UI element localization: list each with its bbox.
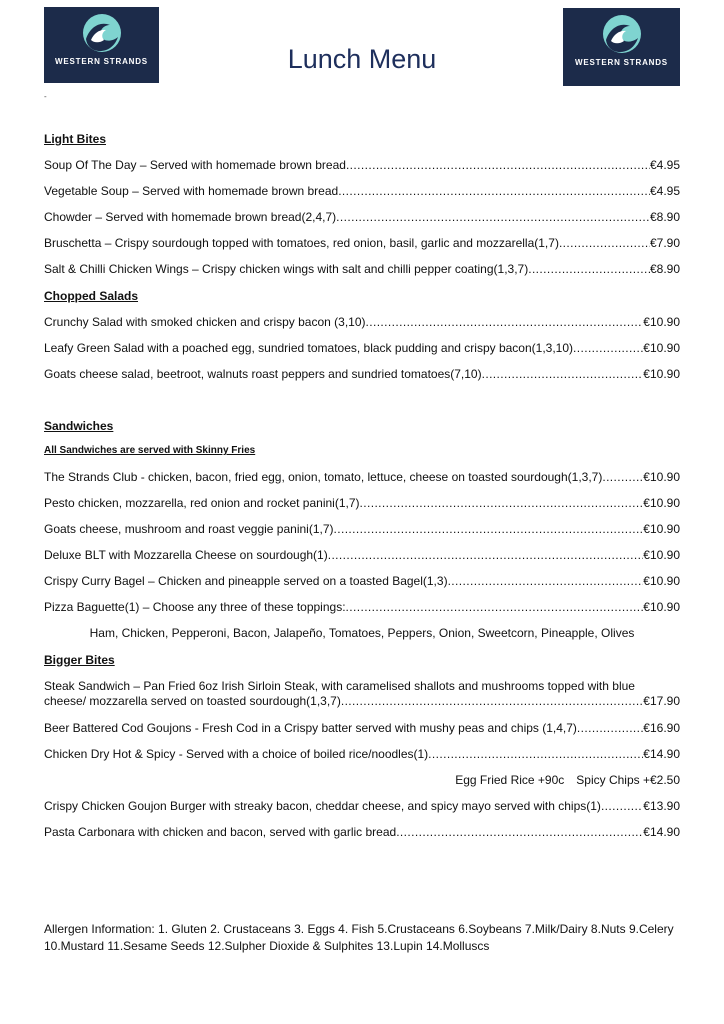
menu-item <box>44 747 680 762</box>
side-extras <box>44 773 680 787</box>
item-price: €8.90 <box>649 262 680 276</box>
menu-item <box>44 548 680 563</box>
extra-rice: Egg Fried Rice +90c <box>455 773 565 787</box>
item-price: €10.90 <box>643 574 680 588</box>
leader-dots <box>396 825 643 840</box>
item-price: €10.90 <box>643 522 680 536</box>
menu-item <box>44 799 680 814</box>
item-name: Chowder – Served with homemade brown bread(2,4,7) <box>44 210 337 224</box>
leader-dots <box>528 262 650 277</box>
leader-dots <box>577 721 643 736</box>
menu-item <box>44 315 680 330</box>
menu-item <box>44 574 680 589</box>
item-name: Leafy Green Salad with a poached egg, sundried tomatoes, black pudding and crispy bacon(1,3,10) <box>44 341 574 355</box>
item-name: Steak Sandwich – Pan Fried 6oz Irish Sirloin Steak, with caramelised shallots and mushrooms topped with blue <box>44 679 635 693</box>
leader-dots <box>346 158 650 173</box>
leader-dots <box>601 799 643 814</box>
item-price: €7.90 <box>649 236 680 250</box>
page-title: Lunch Menu <box>287 44 437 74</box>
item-price: €16.90 <box>643 721 680 735</box>
menu-item <box>44 158 680 173</box>
item-name: Beer Battered Cod Goujons - Fresh Cod in a Crispy batter served with mushy peas and chips (1,4,7) <box>44 721 577 735</box>
menu-item <box>44 721 680 736</box>
sandwiches-note: All Sandwiches are served with Skinny Fries <box>44 445 256 456</box>
item-name: Soup Of The Day – Served with homemade brown bread <box>44 158 346 172</box>
menu-item <box>44 184 680 199</box>
logo-left <box>44 7 159 83</box>
item-price: €10.90 <box>643 315 680 329</box>
item-price: €14.90 <box>643 825 680 839</box>
item-name: Goats cheese, mushroom and roast veggie panini(1,7) <box>44 522 334 536</box>
item-name: Bruschetta – Crispy sourdough topped with tomatoes, red onion, basil, garlic and mozzarella(1,7) <box>44 236 559 250</box>
item-name: Goats cheese salad, beetroot, walnuts roast peppers and sundried tomatoes(7,10) <box>44 367 482 381</box>
item-price: €17.90 <box>643 694 680 708</box>
wave-logo-icon <box>82 13 122 53</box>
leader-dots <box>360 496 644 511</box>
allergen-information <box>44 921 684 955</box>
leader-dots <box>334 522 644 537</box>
menu-item <box>44 341 680 356</box>
leader-dots <box>338 184 650 199</box>
item-name: Pasta Carbonara with chicken and bacon, served with garlic bread <box>44 825 397 839</box>
item-name: Salt & Chilli Chicken Wings – Crispy chicken wings with salt and chilli pepper coating(1,3,7) <box>44 262 529 276</box>
leader-dots <box>328 548 644 563</box>
section-heading-light-bites: Light Bites <box>44 132 106 146</box>
item-price: €14.90 <box>643 747 680 761</box>
item-name: Crunchy Salad with smoked chicken and crispy bacon (3,10) <box>44 315 366 329</box>
menu-item <box>44 262 680 277</box>
leader-dots <box>602 470 643 485</box>
section-heading-bigger-bites: Bigger Bites <box>44 653 115 667</box>
pizza-toppings: Ham, Chicken, Pepperoni, Bacon, Jalapeño, Tomatoes, Peppers, Onion, Sweetcorn, Pineapple, Olives <box>89 626 635 640</box>
leader-dots <box>559 236 650 251</box>
brand-name: WESTERN STRANDS <box>55 57 148 66</box>
allergen-line-2: 10.Mustard 11.Sesame Seeds 12.Sulpher Dioxide & Sulphites 13.Lupin 14.Molluscs <box>44 939 490 953</box>
menu-item <box>44 522 680 537</box>
item-name-continued <box>44 694 680 709</box>
menu-item <box>44 825 680 840</box>
tick-mark: - <box>44 92 47 101</box>
section-heading-sandwiches: Sandwiches <box>44 419 114 433</box>
menu-item <box>44 600 680 615</box>
item-price: €4.95 <box>649 184 680 198</box>
wave-logo-icon <box>602 14 642 54</box>
leader-dots <box>482 367 644 382</box>
leader-dots <box>366 315 644 330</box>
item-name: Pizza Baguette(1) – Choose any three of these toppings: <box>44 600 346 614</box>
item-name: The Strands Club - chicken, bacon, fried egg, onion, tomato, lettuce, cheese on toasted sourdough(1,3,7) <box>44 470 603 484</box>
section-heading-chopped-salads: Chopped Salads <box>44 289 139 303</box>
allergen-line-1: Allergen Information: 1. Gluten 2. Crustaceans 3. Eggs 4. Fish 5.Crustaceans 6.Soybeans 7.Milk/Dairy 8.Nuts 9.Celery <box>44 922 674 936</box>
item-name: Pesto chicken, mozzarella, red onion and rocket panini(1,7) <box>44 496 360 510</box>
menu-item <box>44 210 680 225</box>
item-name: Chicken Dry Hot & Spicy - Served with a choice of boiled rice/noodles(1) <box>44 747 429 761</box>
item-name: Vegetable Soup – Served with homemade brown bread <box>44 184 339 198</box>
item-price: €4.95 <box>649 158 680 172</box>
extra-chips: Spicy Chips +€2.50 <box>576 773 680 787</box>
leader-dots <box>573 341 643 356</box>
menu-item <box>44 236 680 251</box>
item-price: €10.90 <box>643 600 680 614</box>
leader-dots <box>346 600 644 615</box>
item-name: Deluxe BLT with Mozzarella Cheese on sourdough(1) <box>44 548 328 562</box>
menu-item <box>44 496 680 511</box>
item-name: Crispy Chicken Goujon Burger with streaky bacon, cheddar cheese, and spicy mayo served with chips(1) <box>44 799 601 813</box>
menu-item <box>44 470 680 485</box>
leader-dots <box>428 747 643 762</box>
menu-item <box>44 367 680 382</box>
brand-name: WESTERN STRANDS <box>575 58 668 67</box>
item-price: €8.90 <box>649 210 680 224</box>
item-price: €13.90 <box>643 799 680 813</box>
leader-dots <box>448 574 644 589</box>
item-price: €10.90 <box>643 496 680 510</box>
item-name: Crispy Curry Bagel – Chicken and pineapple served on a toasted Bagel(1,3) <box>44 574 448 588</box>
menu-item-steak-sandwich <box>44 679 680 709</box>
logo-right <box>563 8 680 86</box>
leader-dots <box>336 210 650 225</box>
item-name-line2: cheese/ mozzarella served on toasted sourdough(1,3,7) <box>44 694 341 708</box>
item-price: €10.90 <box>643 548 680 562</box>
item-price: €10.90 <box>643 470 680 484</box>
item-price: €10.90 <box>643 367 680 381</box>
leader-dots <box>341 694 643 709</box>
item-price: €10.90 <box>643 341 680 355</box>
